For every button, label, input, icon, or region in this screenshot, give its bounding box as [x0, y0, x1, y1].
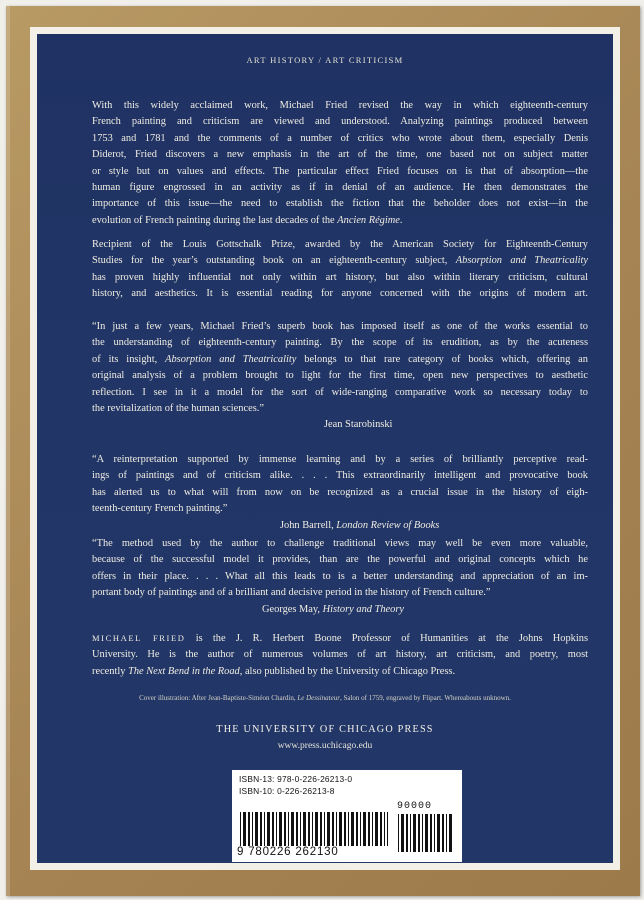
cover-illustration-credit: Cover illustration: After Jean-Baptiste-Siméon Chardin, Le Dessinateur, Salon of 1759, engraved by Flipart. Whereabouts unknown.	[139, 694, 511, 702]
text-line: 1753 and 1781 and the comments of a number of critics who wrote about them, especially Denis	[92, 132, 588, 144]
barcode-bar	[410, 814, 411, 852]
description-paragraph	[92, 98, 588, 229]
text-line: teenth-century French painting.”	[92, 503, 228, 515]
review-attribution: Jean Starobinski	[324, 419, 393, 431]
barcode-bar	[276, 812, 277, 846]
barcode-bar	[449, 814, 452, 852]
barcode-bar	[267, 812, 270, 846]
barcode-bar	[413, 814, 416, 852]
text-line: offers in their place. . . . What all this leads to is a better understanding and appreciation of an im-	[92, 570, 588, 582]
prize-paragraph	[92, 237, 588, 303]
text-line: Diderot, Fried discovers a new emphasis in the art of the time, one based not on subject matter	[92, 149, 588, 161]
text-line: portant body of paintings and of a brilliant and decisive period in the history of French culture.”	[92, 587, 491, 599]
text-line: University. He is the author of numerous volumes of art history, art criticism, and poetry, most	[92, 649, 588, 661]
barcode-bar	[446, 814, 447, 852]
barcode-bar	[332, 812, 334, 846]
italic-text: The Next Bend in the Road	[128, 665, 240, 677]
text-line: or style but on values and effects. The particular effect Fried focuses on is that of absorption—the	[92, 165, 588, 177]
barcode-bar	[339, 812, 342, 846]
text-line: “In just a few years, Michael Fried’s superb book has imposed itself as one of the works essential to	[92, 321, 588, 332]
text-line: the revitalization of the human sciences.”	[92, 403, 264, 415]
barcode-bar	[248, 812, 250, 846]
text-line: because of the successful model it provides, than are the powerful and original concepts which he	[92, 554, 588, 566]
barcode-bar	[288, 812, 289, 846]
text-line: original analysis of a problem brought to light for the first time, open new perspectives to aesthetic	[92, 370, 588, 382]
barcode-bar	[315, 812, 318, 846]
barcode-bar	[398, 814, 399, 852]
review-attribution: Georges May, History and Theory	[262, 603, 404, 615]
barcode-bar	[360, 812, 361, 846]
barcode-bar	[300, 812, 301, 846]
barcode-box	[232, 770, 462, 862]
barcode-bar	[320, 812, 322, 846]
price-barcode-bars	[398, 814, 453, 852]
text-line: evolution of French painting during the last decades of the Ancien Régime.	[92, 214, 403, 226]
publisher-url: www.press.uchicago.edu	[277, 741, 373, 751]
italic-text: Absorption and Theatricality	[455, 255, 588, 267]
text-line: the understanding of eighteenth-century painting. By the scope of its erudition, as by the acuteness	[92, 337, 588, 349]
isbn-13: ISBN-13: 978-0-226-26213-0	[239, 774, 353, 784]
barcode-bar	[442, 814, 444, 852]
barcode-bars	[240, 812, 388, 846]
text-line: importance of this issue—the need to establish the fiction that the beholder does not exist—in the	[92, 198, 588, 210]
barcode-bar	[243, 812, 246, 846]
text-line: “The method used by the author to challenge traditional views may well be even more valuable,	[92, 538, 588, 549]
barcode-bar	[351, 812, 354, 846]
barcode-bar	[356, 812, 358, 846]
barcode-bar	[406, 814, 408, 852]
text-line: human figure engrossed in an activity as if in denial of an audience. He then demonstrates the	[92, 182, 588, 194]
text-line: has proven highly influential not only within art history, but also within literary criticism, cultural	[92, 271, 588, 283]
barcode-bar	[312, 812, 313, 846]
isbn-10: ISBN-10: 0-226-26213-8	[239, 786, 335, 796]
barcode-bar	[252, 812, 253, 846]
review-quote	[92, 536, 588, 618]
barcode-bar	[437, 814, 440, 852]
review-attribution: John Barrell, London Review of Books	[280, 519, 440, 531]
barcode-bar	[308, 812, 310, 846]
text-line: “A reinterpretation supported by immense learning and by a series of brilliantly perceptive read-	[92, 454, 588, 465]
text-line: reflection. I see in it a model for the sort of wide-ranging comparative work so necessary today to	[92, 386, 588, 398]
barcode-bar	[434, 814, 435, 852]
barcode-bar	[255, 812, 258, 846]
barcode-bar	[344, 812, 346, 846]
barcode-bar	[384, 812, 385, 846]
spine-edge	[6, 6, 10, 896]
text-line: has alerted us to what will from now on be recognized as a crucial issue in the history of eigh-	[92, 486, 588, 498]
publisher-name: THE UNIVERSITY OF CHICAGO PRESS	[216, 724, 434, 735]
barcode-bar	[324, 812, 325, 846]
text-line: ings of paintings and of criticism alike. . . . This extraordinarily intelligent and provocative book	[92, 470, 588, 482]
italic-text: Absorption and Theatricality	[165, 353, 297, 365]
barcode-bar	[327, 812, 330, 846]
barcode-bar	[375, 812, 378, 846]
barcode-bar	[272, 812, 274, 846]
barcode-bar	[284, 812, 286, 846]
barcode-bar	[372, 812, 373, 846]
barcode-bar	[264, 812, 265, 846]
barcode-bar	[422, 814, 423, 852]
barcode-bar	[425, 814, 428, 852]
author-name: MICHAEL FRIED	[92, 633, 186, 643]
barcode-bar	[240, 812, 241, 846]
barcode-bar	[348, 812, 349, 846]
barcode-bar	[430, 814, 432, 852]
italic-text: Ancien Régime	[337, 214, 400, 226]
text-line: recently The Next Bend in the Road, also published by the University of Chicago Press.	[92, 665, 456, 677]
text-line: history, and aesthetics. It is essential reading for anyone concerned with the origins of modern art.	[92, 288, 588, 300]
barcode-bar	[296, 812, 298, 846]
barcode-bar	[401, 814, 404, 852]
cover-panel	[37, 34, 613, 863]
text-line: Studies for the year’s outstanding book on an eighteenth-century subject, Absorption and Theatricality	[92, 255, 588, 267]
barcode-bar	[303, 812, 306, 846]
review-quote	[92, 319, 588, 434]
barcode-bar	[368, 812, 370, 846]
barcode-bar	[387, 812, 388, 846]
review-quote	[92, 452, 588, 534]
barcode-bar	[279, 812, 282, 846]
barcode-bar	[380, 812, 382, 846]
price-code: 90000	[397, 801, 433, 812]
barcode-number: 9 780226 262130	[237, 846, 339, 858]
text-line: of its insight, Absorption and Theatricality belongs to that rare category of books which, offering an	[92, 353, 588, 365]
barcode-bar	[363, 812, 366, 846]
text-line: MICHAEL FRIED is the J. R. Herbert Boone Professor of Humanities at the Johns Hopkins	[92, 633, 588, 644]
author-bio	[92, 630, 588, 680]
barcode-bar	[291, 812, 294, 846]
text-line: With this widely acclaimed work, Michael Fried revised the way in which eighteenth-century	[92, 100, 588, 111]
barcode-bar	[336, 812, 337, 846]
barcode-bar	[260, 812, 262, 846]
text-line: Recipient of the Louis Gottschalk Prize, awarded by the American Society for Eighteenth-Century	[92, 239, 588, 250]
barcode-bar	[418, 814, 420, 852]
text-line: French painting and criticism are viewed and understood. Analyzing paintings produced between	[92, 116, 588, 128]
category-label: ART HISTORY / ART CRITICISM	[246, 55, 404, 65]
